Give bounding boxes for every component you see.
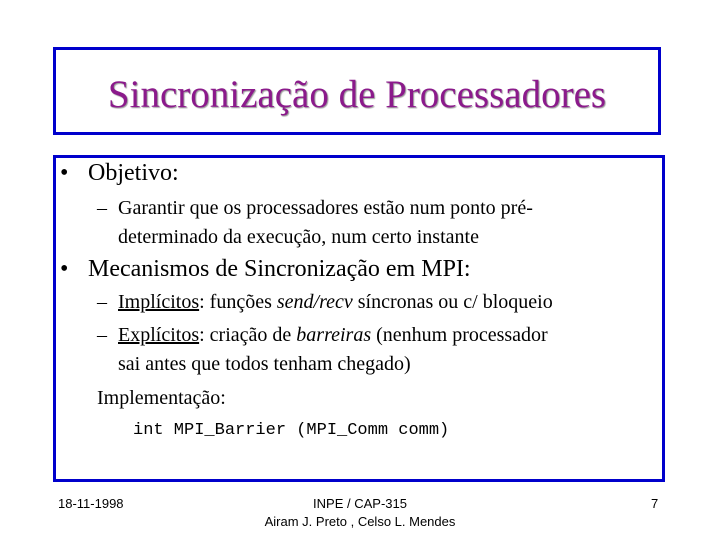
explicitos-rest1: : criação de <box>199 324 297 346</box>
title-box <box>53 47 661 135</box>
implicitos-italic: send/recv <box>276 291 353 313</box>
bullet-marker: • <box>60 256 69 282</box>
implicitos-rest2: síncronas ou c/ bloqueio <box>352 291 553 313</box>
implicitos-rest1: : funções <box>199 291 277 313</box>
explicitos-line <box>118 324 548 347</box>
dash-marker: – <box>97 324 107 346</box>
footer-authors: Airam J. Preto , Celso L. Mendes <box>264 514 456 529</box>
slide-title: Sincronização de Processadores <box>107 73 607 116</box>
footer-page-number: 7 <box>651 496 659 511</box>
code-snippet: int MPI_Barrier (MPI_Comm comm) <box>133 421 450 440</box>
explicitos-italic: barreiras <box>296 324 372 346</box>
objetivo-sub-line1: Garantir que os processadores estão num ponto pré- <box>118 197 533 219</box>
bullet-mecanismos: Mecanismos de Sincronização em MPI: <box>88 256 471 282</box>
implicitos-line <box>118 291 553 314</box>
dash-marker: – <box>97 197 107 219</box>
implementacao-label: Implementação: <box>97 387 226 409</box>
bullet-objetivo: Objetivo: <box>88 160 179 186</box>
footer-date: 18-11-1998 <box>58 496 124 511</box>
dash-marker: – <box>97 291 107 313</box>
footer-course: INPE / CAP-315 <box>313 496 407 511</box>
implicitos-term: Implícitos <box>118 291 200 313</box>
explicitos-term: Explícitos <box>118 324 200 346</box>
explicitos-line2: sai antes que todos tenham chegado) <box>118 353 411 375</box>
explicitos-rest2: (nenhum processador <box>371 324 548 346</box>
bullet-marker: • <box>60 160 69 186</box>
objetivo-sub-line2: determinado da execução, num certo instante <box>118 226 479 248</box>
